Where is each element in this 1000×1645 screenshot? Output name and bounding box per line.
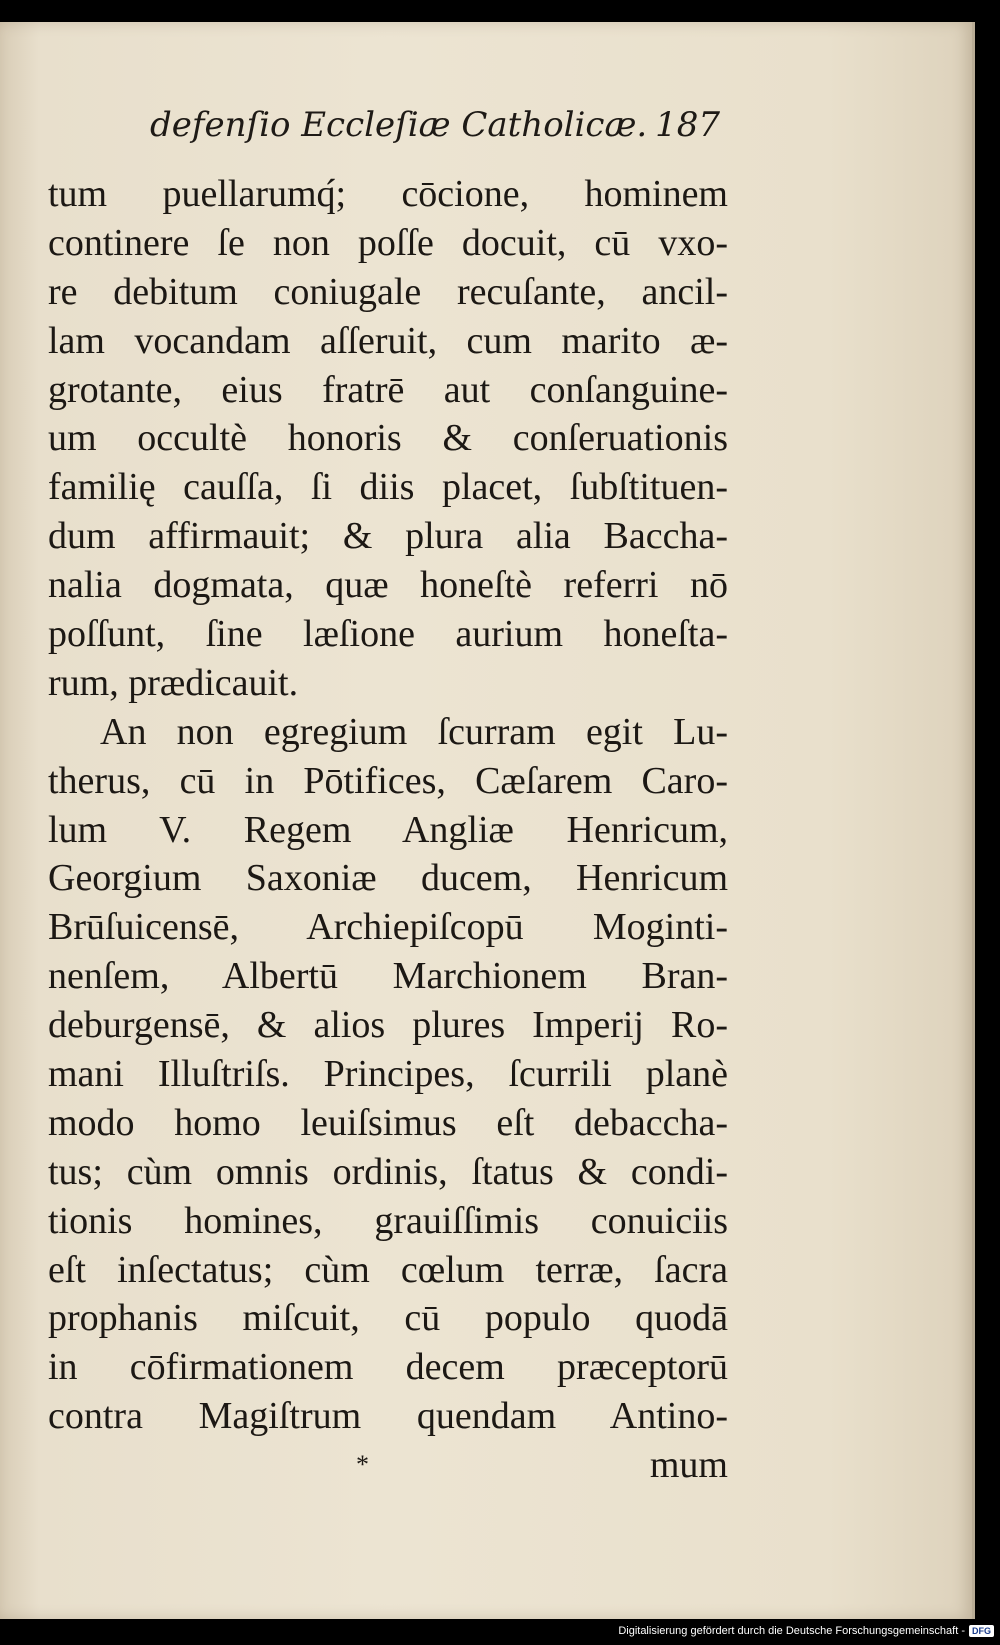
page-header xyxy=(150,95,720,155)
text-line-2: continere ſe non poſſe docuit, cū vxo- xyxy=(48,221,728,264)
catchword-row xyxy=(48,1441,728,1489)
text-block xyxy=(48,170,728,1489)
text-line-15: Georgium Saxoniæ ducem, Henricum xyxy=(48,857,728,900)
text-line-23: eſt inſectatus; cùm cœlum terræ, ſacra xyxy=(48,1248,728,1291)
signature-mark: * xyxy=(356,1450,369,1480)
text-line-21: tus; cùm omnis ordinis, ſtatus & condi- xyxy=(48,1150,728,1193)
text-line-24: prophanis miſcuit, cū populo quodā xyxy=(48,1297,728,1340)
text-line-5: grotante, eius fratrē aut conſanguine- xyxy=(48,368,728,411)
text-line-11: rum, prædicauit. xyxy=(48,661,299,704)
text-line-8: dum affirmauit; & plura alia Baccha- xyxy=(48,515,728,558)
text-line-3: re debitum coniugale recuſante, ancil- xyxy=(48,270,728,313)
text-line-22: tionis homines, grauiſſimis conuiciis xyxy=(48,1199,728,1242)
text-line-9: nalia dogmata, quæ honeſtè referri nō xyxy=(48,564,728,607)
text-line-25: in cōfirmationem decem præceptorū xyxy=(48,1346,728,1389)
text-line-1: tum puellarumq́; cōcione, hominem xyxy=(48,173,728,215)
text-line-18: deburgensē, & alios plures Imperij Ro- xyxy=(48,1004,728,1047)
funding-credit: Digitalisierung gefördert durch die Deutsche Forschungsgemeinschaft - xyxy=(618,1625,965,1637)
book-page xyxy=(0,22,975,1619)
running-title: defenſio Eccleſiæ Catholicæ. xyxy=(150,105,648,145)
text-line-16: Brūſuicensē, Archiepiſcopū Moginti- xyxy=(48,906,728,949)
text-line-14: lum V. Regem Angliæ Henricum, xyxy=(48,808,728,851)
digitization-footer xyxy=(618,1621,994,1641)
text-line-26: contra Magiſtrum quendam Antino- xyxy=(48,1395,728,1438)
text-line-17: nenſem, Albertū Marchionem Bran- xyxy=(48,955,728,998)
dfg-logo-icon: DFG xyxy=(969,1625,994,1637)
text-line-6: um occultè honoris & conſeruationis xyxy=(48,417,728,460)
text-line-19: mani Illuſtriſs. Principes, ſcurrili planè xyxy=(48,1053,728,1096)
text-line-20: modo homo leuiſsimus eſt debaccha- xyxy=(48,1101,728,1144)
text-line-7: familię cauſſa, ſi diis placet, ſubſtituen- xyxy=(48,466,728,509)
text-line-10: poſſunt, ſine læſione aurium honeſta- xyxy=(48,613,728,656)
text-line-4: lam vocandam aſſeruit, cum marito æ- xyxy=(48,319,728,362)
text-line-12: An non egregium ſcurram egit Lu- xyxy=(100,710,728,753)
text-line-13: therus, cū in Pōtifices, Cæſarem Caro- xyxy=(48,759,728,802)
catchword: mum xyxy=(649,1444,728,1487)
page-number: 187 xyxy=(655,105,720,145)
